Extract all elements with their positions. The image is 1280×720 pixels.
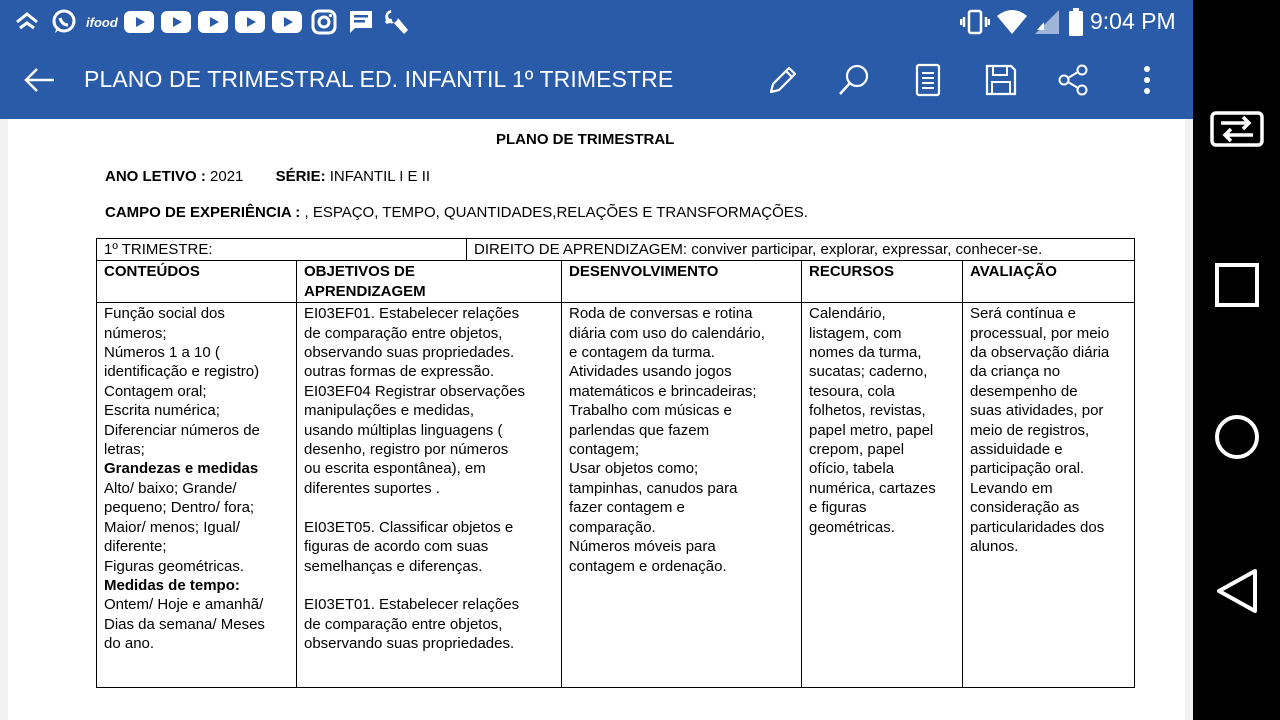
table-row — [97, 239, 1135, 261]
desenvolvimento-line: diária com uso do calendário, — [569, 324, 765, 342]
desenvolvimento-line: tampinhas, canudos para — [569, 479, 738, 497]
desenvolvimento-line: Atividades usando jogos — [569, 363, 732, 381]
trimestre-cell: 1º TRIMESTRE: — [97, 239, 467, 261]
conteudos-line: diferente; — [104, 538, 167, 556]
recursos-line: nomes da turma, — [809, 344, 922, 362]
recursos-line: ofício, tabela — [809, 460, 895, 478]
battery-icon — [1068, 8, 1084, 36]
header-recursos: RECURSOS — [802, 261, 963, 303]
doc-heading: PLANO DE TRIMESTRAL — [496, 131, 675, 148]
avaliacao-line: meio de registros, — [970, 421, 1090, 439]
document-title: PLANO DE TRIMESTRAL ED. INFANTIL 1º TRIMESTRE — [84, 66, 674, 92]
avaliacao-cell — [963, 303, 1135, 688]
objetivos-line: de comparação entre objetos, — [304, 615, 503, 633]
objetivos-cell — [297, 303, 562, 688]
recursos-line: numérica, cartazes — [809, 479, 936, 497]
whatsapp-icon — [50, 8, 78, 36]
conteudos-line: Contagem oral; — [104, 382, 207, 400]
youtube-icon — [272, 11, 302, 33]
youtube-icon — [198, 11, 228, 33]
objetivos-line: observando suas propriedades. — [304, 635, 515, 653]
home-icon[interactable] — [1193, 413, 1280, 461]
ifood-icon: ifood — [86, 14, 118, 30]
conteudos-line: números; — [104, 324, 167, 342]
header-objetivos-line1: OBJETIVOS DE — [304, 263, 415, 281]
recursos-line: geométricas. — [809, 518, 895, 536]
conteudos-line: do ano. — [104, 635, 155, 653]
youtube-icon — [124, 11, 154, 33]
recursos-line: listagem, com — [809, 324, 902, 342]
share-icon[interactable] — [1053, 60, 1093, 100]
recursos-line: folhetos, revistas, — [809, 402, 926, 420]
campo-label: CAMPO DE EXPERIÊNCIA : — [105, 204, 301, 221]
conteudos-line: Dias da semana/ Meses — [104, 615, 265, 633]
desenvolvimento-line: parlendas que fazem — [569, 421, 710, 439]
objetivos-line: figuras de acordo com suas — [304, 538, 489, 556]
vpn-key-icon — [14, 8, 40, 36]
desenvolvimento-line: contagem e ordenação. — [569, 557, 727, 575]
message-icon — [348, 8, 374, 36]
navigation-bar — [1193, 0, 1280, 720]
objetivos-line: manipulações e medidas, — [304, 402, 475, 420]
screen-rotate-icon[interactable] — [1193, 108, 1280, 150]
objetivos-line: semelhanças e diferenças. — [304, 557, 483, 575]
recursos-line: e figuras — [809, 499, 867, 517]
campo-experiencia-line — [105, 204, 808, 221]
desenvolvimento-cell — [562, 303, 802, 688]
desenvolvimento-line: matemáticos e brincadeiras; — [569, 382, 757, 400]
document-page — [8, 119, 1185, 720]
recursos-line: tesoura, cola — [809, 382, 895, 400]
conteudos-line: letras; — [104, 441, 145, 459]
avaliacao-line: consideração as — [970, 499, 1080, 517]
conteudos-line: Diferenciar números de — [104, 421, 260, 439]
conteudos-line: Escrita numérica; — [104, 402, 220, 420]
reader-mode-icon[interactable] — [908, 60, 948, 100]
desenvolvimento-line: Números móveis para — [569, 538, 716, 556]
desenvolvimento-line: fazer contagem e — [569, 499, 685, 517]
conteudos-line: Medidas de tempo: — [104, 576, 240, 594]
desenvolvimento-line: Usar objetos como; — [569, 460, 699, 478]
conteudos-line: Figuras geométricas. — [104, 557, 245, 575]
status-time: 9:04 PM — [1090, 8, 1176, 34]
recursos-line: sucatas; caderno, — [809, 363, 928, 381]
more-vert-icon[interactable] — [1127, 60, 1167, 100]
direito-cell: DIREITO DE APRENDIZAGEM: conviver participar, explorar, expressar, conhecer-se. — [467, 239, 1135, 261]
objetivos-line: diferentes suportes . — [304, 479, 440, 497]
conteudos-line: Maior/ menos; Igual/ — [104, 518, 240, 536]
conteudos-line: Grandezas e medidas — [104, 460, 259, 478]
avaliacao-line: da observação diária — [970, 344, 1110, 362]
desenvolvimento-line: contagem; — [569, 441, 640, 459]
avaliacao-line: suas atividades, por — [970, 402, 1104, 420]
avaliacao-line: processual, por meio — [970, 324, 1110, 342]
serie-label: SÉRIE: — [275, 168, 326, 185]
objetivos-line: outras formas de expressão. — [304, 363, 495, 381]
wifi-icon — [996, 8, 1028, 36]
desenvolvimento-line: Roda de conversas e rotina — [569, 305, 753, 323]
objetivos-line: usando múltiplas linguagens ( — [304, 421, 503, 439]
table-row — [97, 303, 1135, 688]
avaliacao-line: particularidades dos — [970, 518, 1105, 536]
serie-value: INFANTIL I E II — [329, 168, 431, 185]
desenvolvimento-line: Trabalho com músicas e — [569, 402, 732, 420]
wrench-icon — [382, 8, 410, 36]
recursos-line: papel metro, papel — [809, 421, 934, 439]
objetivos-line: EI03ET05. Classificar objetos e — [304, 518, 514, 536]
signal-icon — [1034, 8, 1060, 36]
conteudos-line: Função social dos — [104, 305, 225, 323]
ano-letivo-line — [105, 168, 430, 185]
pen-icon[interactable] — [762, 60, 802, 100]
youtube-icon — [235, 11, 265, 33]
objetivos-line: observando suas propriedades. — [304, 344, 515, 362]
app-bar — [0, 44, 1193, 119]
header-conteudos: CONTEÚDOS — [97, 261, 297, 303]
status-bar — [0, 0, 1193, 44]
avaliacao-line: da criança no — [970, 363, 1061, 381]
avaliacao-line: alunos. — [970, 538, 1019, 556]
save-icon[interactable] — [981, 60, 1021, 100]
conteudos-line: Ontem/ Hoje e amanhã/ — [104, 596, 264, 614]
table-header-row — [97, 261, 1135, 303]
youtube-icon — [161, 11, 191, 33]
conteudos-cell — [97, 303, 297, 688]
objetivos-line — [304, 498, 554, 517]
recursos-line: crepom, papel — [809, 441, 905, 459]
avaliacao-line: participação oral. — [970, 460, 1085, 478]
campo-value: , ESPAÇO, TEMPO, QUANTIDADES,RELAÇÕES E TRANSFORMAÇÕES. — [304, 204, 808, 221]
objetivos-line: desenho, registro por números — [304, 441, 509, 459]
desenvolvimento-line: e contagem da turma. — [569, 344, 715, 362]
conteudos-line: Números 1 a 10 ( — [104, 344, 220, 362]
instagram-icon — [311, 8, 337, 36]
search-icon[interactable] — [834, 60, 874, 100]
recursos-line: Calendário, — [809, 305, 886, 323]
conteudos-line: pequeno; Dentro/ fora; — [104, 499, 255, 517]
objetivos-line: de comparação entre objetos, — [304, 324, 503, 342]
header-objetivos-line2: APRENDIZAGEM — [304, 282, 426, 300]
header-desenvolvimento: DESENVOLVIMENTO — [562, 261, 802, 303]
desenvolvimento-line: comparação. — [569, 518, 656, 536]
header-avaliacao: AVALIAÇÃO — [963, 261, 1135, 303]
header-objetivos — [297, 261, 562, 303]
back-nav-icon[interactable] — [1193, 567, 1280, 615]
conteudos-line: Alto/ baixo; Grande/ — [104, 479, 237, 497]
avaliacao-line: assiduidade e — [970, 441, 1063, 459]
vibrate-icon — [960, 8, 990, 36]
ano-letivo-value: 2021 — [210, 168, 244, 185]
recents-icon[interactable] — [1193, 262, 1280, 308]
objetivos-line: EI03EF04 Registrar observações — [304, 382, 525, 400]
objetivos-line — [304, 576, 554, 595]
objetivos-line: EI03EF01. Estabelecer relações — [304, 305, 520, 323]
plan-table — [96, 238, 1135, 688]
recursos-cell — [802, 303, 963, 688]
avaliacao-line: Será contínua e — [970, 305, 1076, 323]
avaliacao-line: desempenho de — [970, 382, 1078, 400]
objetivos-line: EI03ET01. Estabelecer relações — [304, 596, 520, 614]
ano-letivo-label: ANO LETIVO : — [105, 168, 206, 185]
back-icon[interactable] — [19, 60, 59, 100]
avaliacao-line: Levando em — [970, 479, 1053, 497]
objetivos-line: ou escrita espontânea), em — [304, 460, 486, 478]
conteudos-line: identificação e registro) — [104, 363, 260, 381]
